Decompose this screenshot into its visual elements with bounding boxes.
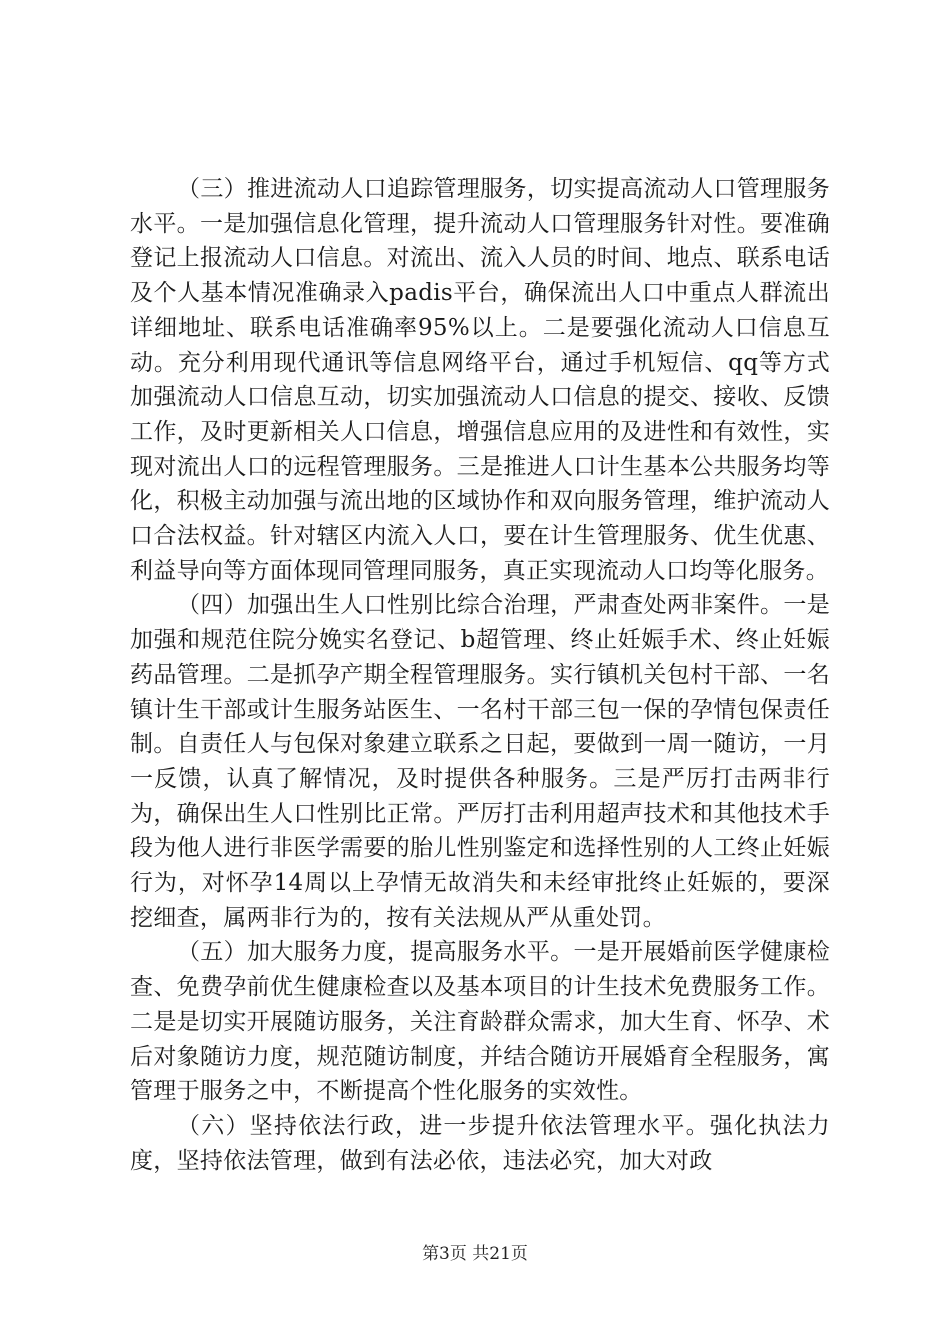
paragraph-6-law: （六）坚持依法行政，进一步提升依法管理水平。强化执法力度，坚持依法管理，做到有法必依，违法必究，加大对政 bbox=[130, 1112, 830, 1174]
paragraph-5-service: （五）加大服务力度，提高服务水平。一是开展婚前医学健康检查、免费孕前优生健康检查以及基本项目的计生技术免费服务工作。二是是切实开展随访服务，关注育龄群众需求，加大生育、怀孕、术后对象随访力度，规范随访制度，并结合随访开展婚育全程服务，寓管理于服务之中，不断提高个性化服务的实效性。 bbox=[130, 939, 830, 1105]
paragraph-3-floating-population: （三）推进流动人口追踪管理服务，切实提高流动人口管理服务水平。一是加强信息化管理，提升流动人口管理服务针对性。要准确登记上报流动人口信息。对流出、流入人员的时间、地点、联系电话及个人基本情况准确录入padis平台，确保流出人口中重点人群流出详细地址、联系电话准确率95%以上。二是要强化流动人口信息互动。充分利用现代通讯等信息网络平台，通过手机短信、qq等方式加强流动人口信息互动，切实加强流动人口信息的提交、接收、反馈工作，及时更新相关人口信息，增强信息应用的及进性和有效性，实现对流出人口的远程管理服务。三是推进人口计生基本公共服务均等化，积极主动加强与流出地的区域协作和双向服务管理，维护流动人口合法权益。针对辖区内流入人口，要在计生管理服务、优生优惠、利益导向等方面体现同管理同服务，真正实现流动人口均等化服务。 bbox=[130, 176, 830, 584]
document-body bbox=[130, 172, 830, 1178]
page-number-footer: 第3页 共21页 bbox=[422, 1244, 528, 1264]
paragraph-4-sex-ratio: （四）加强出生人口性别比综合治理，严肃查处两非案件。一是加强和规范住院分娩实名登记、b超管理、终止妊娠手术、终止妊娠药品管理。二是抓孕产期全程管理服务。实行镇机关包村干部、一名镇计生干部或计生服务站医生、一名村干部三包一保的孕情包保责任制。自责任人与包保对象建立联系之日起，要做到一周一随访，一月一反馈，认真了解情况，及时提供各种服务。三是严厉打击两非行为，确保出生人口性别比正常。严厉打击利用超声技术和其他技术手段为他人进行非医学需要的胎儿性别鉴定和选择性别的人工终止妊娠行为，对怀孕14周以上孕情无故消失和未经审批终止妊娠的，要深挖细查，属两非行为的，按有关法规从严从重处罚。 bbox=[130, 592, 830, 931]
